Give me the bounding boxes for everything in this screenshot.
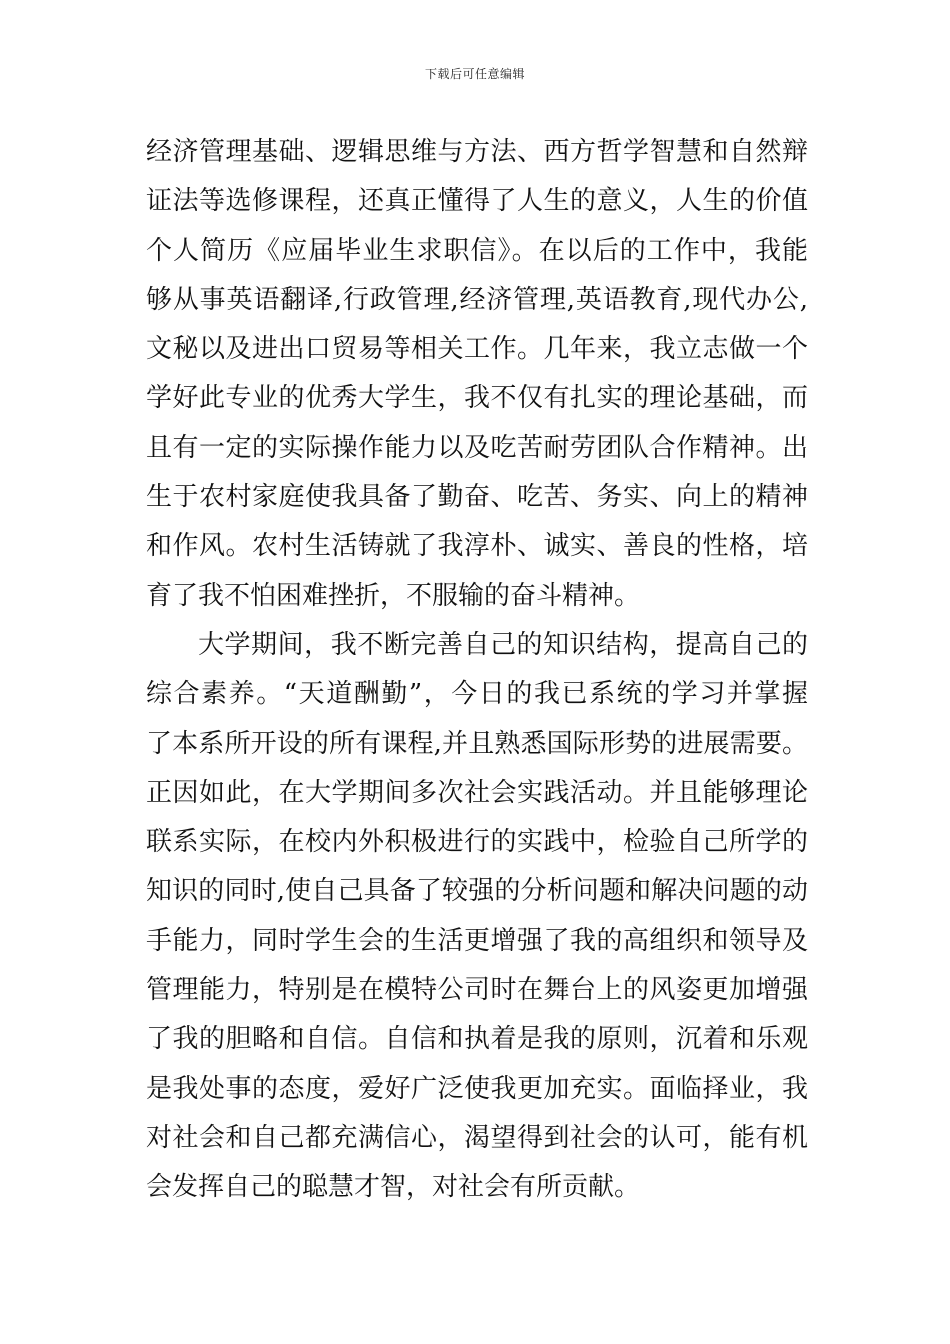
text-line: 生于农村家庭使我具备了勤奋、吃苦、务实、向上的精神 <box>146 482 808 513</box>
paragraph <box>146 621 808 1213</box>
text-line: 育了我不怕困难挫折，不服输的奋斗精神。 <box>146 580 641 611</box>
text-line: 证法等选修课程，还真正懂得了人生的意义，人生的价值 <box>146 186 808 217</box>
text-line: 知识的同时,使自己具备了较强的分析问题和解决问题的动 <box>146 876 808 907</box>
text-line: 管理能力，特别是在模特公司时在舞台上的风姿更加增强 <box>146 975 808 1006</box>
text-line: 对社会和自己都充满信心，渴望得到社会的认可，能有机 <box>146 1122 808 1153</box>
document-body <box>146 128 808 1213</box>
text-line: 且有一定的实际操作能力以及吃苦耐劳团队合作精神。出 <box>146 432 808 463</box>
text-line: 联系实际，在校内外积极进行的实践中，检验自己所学的 <box>146 827 808 858</box>
page-header: 下载后可任意编辑 <box>424 67 525 81</box>
text-line: 大学期间，我不断完善自己的知识结构，提高自己的 <box>198 629 808 660</box>
text-line: 正因如此，在大学期间多次社会实践活动。并且能够理论 <box>146 777 808 808</box>
text-line: 了本系所开设的所有课程,并且熟悉国际形势的进展需要。 <box>146 728 808 759</box>
text-line: 了我的胆略和自信。自信和执着是我的原则，沉着和乐观 <box>146 1024 808 1055</box>
text-line: 文秘以及进出口贸易等相关工作。几年来，我立志做一个 <box>146 334 808 365</box>
paragraph <box>146 128 808 621</box>
text-line: 学好此专业的优秀大学生，我不仅有扎实的理论基础，而 <box>146 383 808 414</box>
text-line: 是我处事的态度，爱好广泛使我更加充实。面临择业，我 <box>146 1073 808 1104</box>
text-line: 综合素养。“天道酬勤”，今日的我已系统的学习并掌握 <box>146 679 808 710</box>
text-line: 和作风。农村生活铸就了我淳朴、诚实、善良的性格，培 <box>146 531 808 562</box>
text-line: 够从事英语翻译,行政管理,经济管理,英语教育,现代办公, <box>146 284 808 315</box>
text-line: 经济管理基础、逻辑思维与方法、西方哲学智慧和自然辩 <box>146 137 808 167</box>
text-line: 手能力，同时学生会的生活更增强了我的高组织和领导及 <box>146 925 808 956</box>
text-line: 会发挥自己的聪慧才智，对社会有所贡献。 <box>146 1172 641 1203</box>
text-line: 个人简历《应届毕业生求职信》。在以后的工作中，我能 <box>146 235 808 266</box>
